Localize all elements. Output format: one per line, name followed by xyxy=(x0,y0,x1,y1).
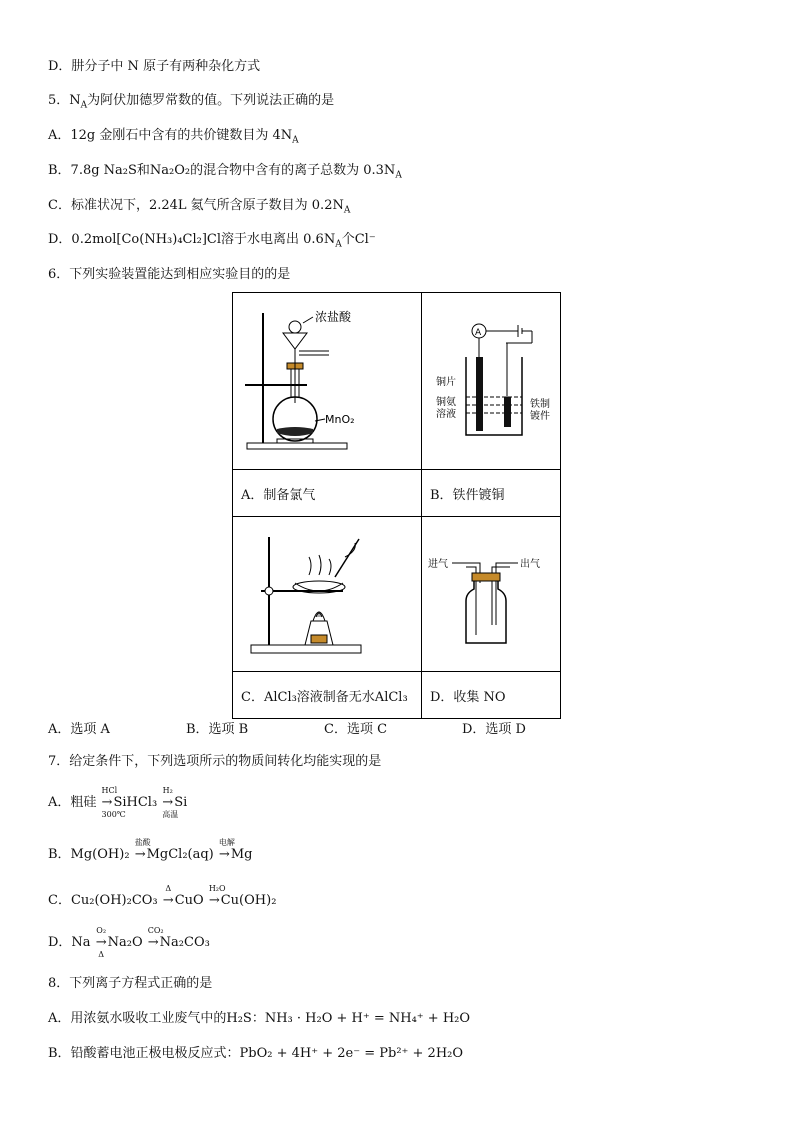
caption-c: C．AlCl₃溶液制备无水AlCl₃ xyxy=(233,672,422,719)
q5-option-d: D．0.2mol[Co(NH₃)₄Cl₂]Cl溶于水电离出 $0.6N_A$个Cl⁻ xyxy=(48,232,376,250)
q5-option-c: C．标准状况下，2.24L 氦气所含原子数目为 $0.2N_A$ xyxy=(48,198,351,216)
evaporation-diagram xyxy=(233,517,421,667)
gas-out-label: 出气 xyxy=(520,559,540,570)
q7-option-c: C．Cu₂(OH)₂CO₃ Δ →CuO H₂O →Cu(OH)₂ xyxy=(48,884,277,908)
q7-option-d: D．Na O₂ → Δ Na₂O CO₂ →Na₂CO₃ xyxy=(48,926,210,959)
q5-option-a: A．12g 金刚石中含有的共价键数目为 $4N_A$ xyxy=(48,128,299,146)
q6-stem: 6．下列实验装置能达到相应实验目的的是 xyxy=(48,267,291,282)
copper-label: 铜片 xyxy=(436,377,456,388)
q5-stem: 5．$N_A$为阿伏加德罗常数的值。下列说法正确的是 xyxy=(48,93,335,111)
figure-d xyxy=(422,517,561,672)
gas-collection-diagram xyxy=(422,517,560,667)
q6-option-b[interactable]: B．选项 B xyxy=(186,722,249,737)
iron-label-1: 铁制 xyxy=(530,399,550,410)
caption-a: A．制备氯气 xyxy=(233,470,422,517)
apparatus-table xyxy=(232,292,561,719)
q8-stem: 8．下列离子方程式正确的是 xyxy=(48,976,213,991)
electroplating-diagram xyxy=(422,293,560,465)
q6-option-d[interactable]: D．选项 D xyxy=(462,722,526,737)
mno2-label: MnO₂ xyxy=(325,413,355,426)
q8-option-b: B．铅酸蓄电池正极电极反应式：PbO₂ + 4H⁺ + 2e⁻ = Pb²⁺ + 2H₂O xyxy=(48,1046,464,1061)
caption-d: D．收集 NO xyxy=(422,672,561,719)
acid-label: 浓盐酸 xyxy=(315,310,352,324)
q4-option-d: D．肼分子中 N 原子有两种杂化方式 xyxy=(48,59,261,74)
iron-label-2: 镀件 xyxy=(530,411,550,422)
figure-a xyxy=(233,293,422,470)
figure-c xyxy=(233,517,422,672)
figure-b xyxy=(422,293,561,470)
q7-stem: 7．给定条件下，下列选项所示的物质间转化均能实现的是 xyxy=(48,754,382,769)
caption-b: B．铁件镀铜 xyxy=(422,470,561,517)
q7-option-b: B．Mg(OH)₂ 盐酸 →MgCl₂(aq) 电解 →Mg xyxy=(48,838,253,862)
q6-option-c[interactable]: C．选项 C xyxy=(324,722,388,737)
chlorine-apparatus-diagram xyxy=(233,293,421,465)
q7-option-a: A．粗硅 HCl → 300℃ SiHCl₃ H₂ → 高温 Si xyxy=(48,786,188,819)
ammeter-label: A xyxy=(475,328,482,338)
q5-option-b: B．7.8g Na₂S和Na₂O₂的混合物中含有的离子总数为 $0.3N_A$ xyxy=(48,163,402,181)
gas-in-label: 进气 xyxy=(428,559,448,570)
q6-option-a[interactable]: A．选项 A xyxy=(48,722,110,737)
solution-label-1: 铜氨 xyxy=(436,397,456,408)
q8-option-a: A．用浓氨水吸收工业废气中的H₂S：NH₃ · H₂O + H⁺ = NH₄⁺ + H₂O xyxy=(48,1011,471,1026)
solution-label-2: 溶液 xyxy=(436,409,456,420)
